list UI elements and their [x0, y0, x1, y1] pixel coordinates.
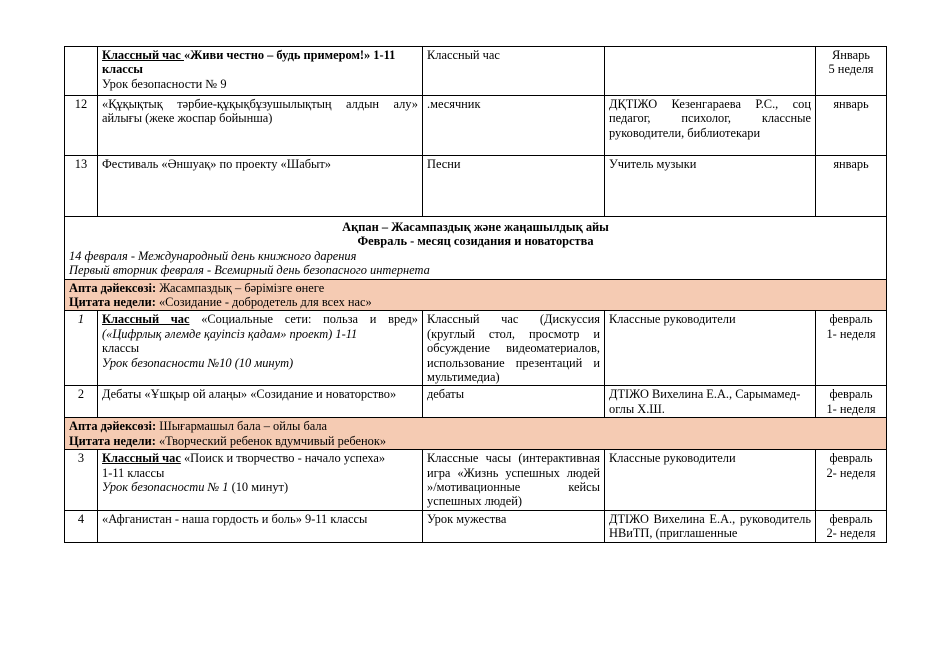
safety-duration: (10 минут) [228, 479, 289, 494]
event-cell: «Афганистан - наша гордость и боль» 9-11 классы [98, 510, 423, 542]
date-cell: Январь 5 неделя [816, 47, 887, 96]
row-number: 4 [65, 510, 98, 542]
quote-label-kz: Апта дәйексөзі: [69, 280, 157, 295]
table-row [65, 47, 887, 96]
plan-table [64, 46, 887, 543]
row-number: 3 [65, 450, 98, 511]
week-quote [65, 279, 887, 311]
quote-label-ru: Цитата недели: [69, 295, 156, 310]
month-title-ru: Февраль - месяц созидания и новаторства [357, 234, 594, 249]
table-row [65, 510, 887, 542]
responsible-cell: ДҚТІЖО Кезенгараева Р.С., соц педагог, психолог, классные руководители, библиотекари [605, 96, 816, 156]
event-classes: 1-11 классы [102, 465, 165, 480]
form-cell: Песни [423, 156, 605, 217]
event-cell: Фестиваль «Әншуақ» по проекту «Шабыт» [98, 156, 423, 217]
date-cell: февраль 1- неделя [816, 386, 887, 418]
date-cell: февраль 2- неделя [816, 450, 887, 511]
event-cell: Дебаты «Ұшқыр ой алаңы» «Созидание и новаторство» [98, 386, 423, 418]
event-cell: «Құқықтық тәрбие-құқықбұзушылықтың алдын алу» айлығы (жеке жоспар бойынша) [98, 96, 423, 156]
row-number: 12 [65, 96, 98, 156]
responsible-cell: Классные руководители [605, 311, 816, 386]
week-quote-row [65, 279, 887, 311]
event-type-label: Классный час [102, 312, 190, 327]
quote-text-kz: Жасампаздық – бәрімізге өнеге [156, 280, 325, 295]
date-cell: февраль 1- неделя [816, 311, 887, 386]
row-number [65, 47, 98, 96]
event-title: «Социальные сети: польза и вред» [189, 312, 418, 327]
date-cell: январь [816, 156, 887, 217]
table-row [65, 156, 887, 217]
safety-lesson: Урок безопасности № 1 [102, 479, 229, 494]
event-title: «Поиск и творчество - начало успеха» [180, 451, 386, 466]
event-project: («Цифрлық әлемде қауіпсіз қадам» проект) 1-11 [102, 326, 358, 341]
form-cell: Урок мужества [423, 510, 605, 542]
responsible-cell: Учитель музыки [605, 156, 816, 217]
responsible-cell [605, 47, 816, 96]
event-cell [98, 47, 423, 96]
responsible-cell: ДТІЖО Вихелина Е.А., Сарымамед-оглы Х.Ш. [605, 386, 816, 418]
form-cell: дебаты [423, 386, 605, 418]
event-type-label: Классный час [102, 451, 181, 466]
month-title-kz: Ақпан – Жасампаздық және жаңашылдық айы [342, 220, 609, 234]
date-cell: январь [816, 96, 887, 156]
responsible-cell: ДТІЖО Вихелина Е.А., руководитель НВиТП, (приглашенные [605, 510, 816, 542]
event-title: «Живи честно – будь примером!» 1-11 классы [102, 48, 396, 77]
quote-label-ru: Цитата недели: [69, 433, 156, 448]
month-note: 14 февраля - Международный день книжного дарения [69, 248, 357, 263]
quote-text-kz: Шығармашыл бала – ойлы бала [156, 419, 328, 434]
form-cell: Классный час [423, 47, 605, 96]
form-cell: Классный час (Дискуссия (круглый стол, просмотр и обсуждение видеоматериалов, использование презентаций и мультимедиа) [423, 311, 605, 386]
responsible-cell: Классные руководители [605, 450, 816, 511]
week-quote-row [65, 418, 887, 450]
quote-text-ru: «Созидание - добродетель для всех нас» [155, 295, 372, 310]
week-quote [65, 418, 887, 450]
table-row [65, 96, 887, 156]
row-number: 13 [65, 156, 98, 217]
table-row [65, 450, 887, 511]
row-number: 2 [65, 386, 98, 418]
safety-lesson: Урок безопасности №10 (10 минут) [102, 355, 294, 370]
table-row [65, 386, 887, 418]
event-cell [98, 450, 423, 511]
safety-lesson: Урок безопасности № 9 [102, 76, 227, 91]
row-number: 1 [65, 311, 98, 386]
event-cell [98, 311, 423, 386]
event-type-label: Классный час [102, 48, 184, 62]
date-cell: февраль 2- неделя [816, 510, 887, 542]
month-header-row [65, 217, 887, 280]
quote-text-ru: «Творческий ребенок вдумчивый ребенок» [155, 433, 387, 448]
month-note: Первый вторник февраля - Всемирный день безопасного интернета [69, 263, 430, 278]
quote-label-kz: Апта дәйексөзі: [69, 419, 157, 434]
month-header [65, 217, 887, 280]
event-classes: классы [102, 341, 140, 356]
form-cell: Классные часы (интерактивная игра «Жизнь успешных людей »/мотивационные кейсы успешных людей) [423, 450, 605, 511]
table-row [65, 311, 887, 386]
form-cell: .месячник [423, 96, 605, 156]
